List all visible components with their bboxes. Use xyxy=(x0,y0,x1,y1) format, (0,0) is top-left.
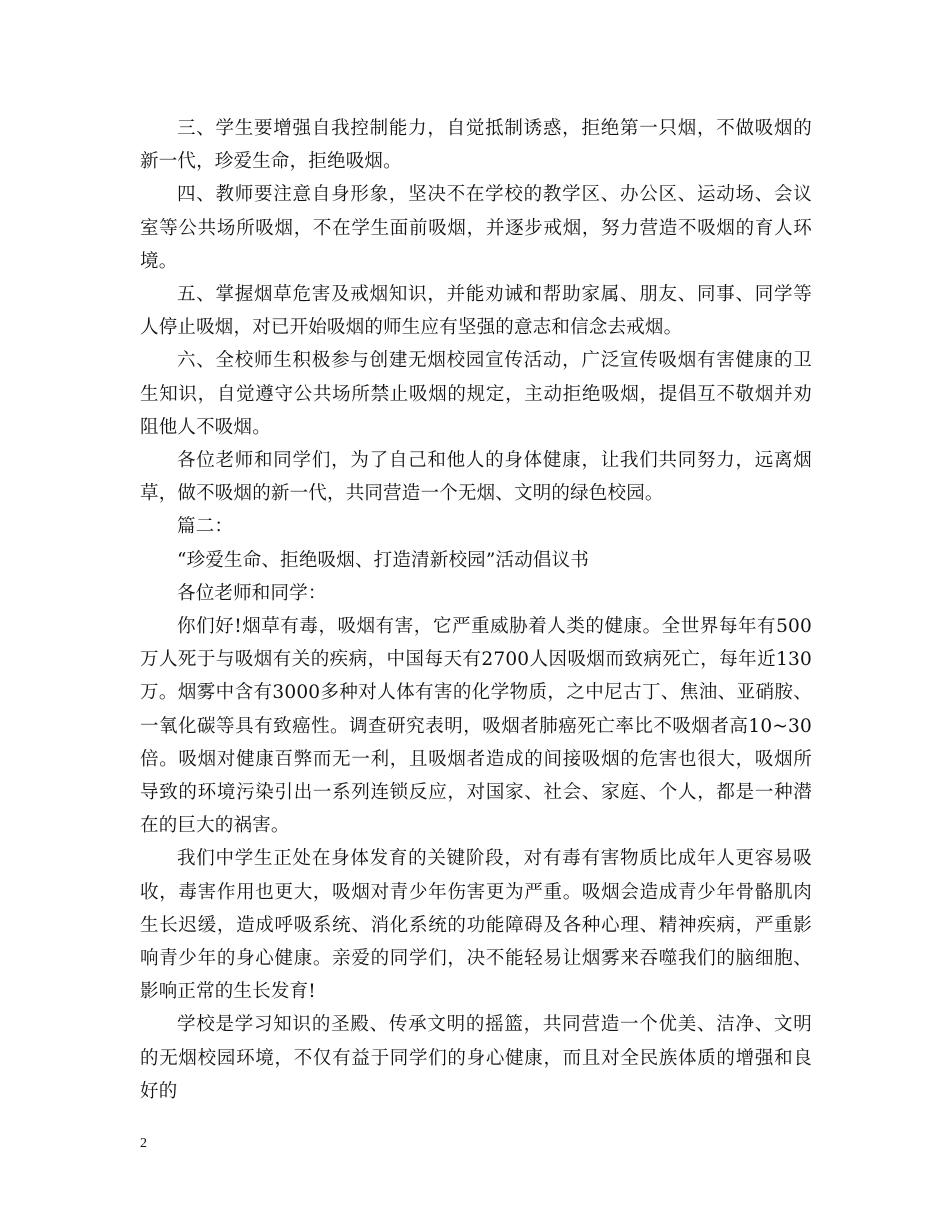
paragraph-item-4: 四、教师要注意自身形象，坚决不在学校的教学区、办公区、运动场、会议室等公共场所吸烟，不在学生面前吸烟，并逐步戒烟，努力营造不吸烟的育人环境。 xyxy=(140,184,812,272)
body-paragraph-youth: 我们中学生正处在身体发育的关键阶段，对有毒有害物质比成年人更容易吸收，毒害作用也更大，吸烟对青少年伤害更为严重。吸烟会造成青少年骨骼肌肉生长迟缓，造成呼吸系统、消化系统的功能障碍及各种心理、精神疾病，严重影响青少年的身心健康。亲爱的同学们，决不能轻易让烟雾来吞噬我们的脑细胞、影响正常的生长发育! xyxy=(140,848,812,1003)
closing-paragraph: 各位老师和同学们，为了自己和他人的身体健康，让我们共同努力，远离烟草，做不吸烟的新一代，共同营造一个无烟、文明的绿色校园。 xyxy=(140,450,812,505)
paragraph-item-5: 五、掌握烟草危害及戒烟知识，并能劝诫和帮助家属、朋友、同事、同学等人停止吸烟，对已开始吸烟的师生应有坚强的意志和信念去戒烟。 xyxy=(140,284,812,339)
salutation: 各位老师和同学： xyxy=(177,582,327,604)
body-paragraph-school: 学校是学习知识的圣殿、传承文明的摇篮，共同营造一个优美、洁净、文明的无烟校园环境，不仅有益于同学们的身心健康，而且对全民族体质的增强和良好的 xyxy=(140,1014,812,1102)
document-body xyxy=(140,112,812,1108)
paragraph-item-6: 六、全校师生积极参与创建无烟校园宣传活动，广泛宣传吸烟有害健康的卫生知识，自觉遵守公共场所禁止吸烟的规定，主动拒绝吸烟，提倡互不敬烟并劝阻他人不吸烟。 xyxy=(140,350,812,438)
paragraph-item-3: 三、学生要增强自我控制能力，自觉抵制诱惑，拒绝第一只烟，不做吸烟的新一代，珍爱生命，拒绝吸烟。 xyxy=(140,118,812,173)
page-number: 2 xyxy=(140,1136,147,1151)
body-paragraph-harm: 你们好!烟草有毒，吸烟有害，它严重威胁着人类的健康。全世界每年有500万人死于与吸烟有关的疾病，中国每天有2700人因吸烟而致病死亡，每年近130万。烟雾中含有3000多种对人体有害的化学物质，之中尼古丁、焦油、亚硝胺、一氧化碳等具有致癌性。调查研究表明，吸烟者肺癌死亡率比不吸烟者高10~30倍。吸烟对健康百弊而无一利，且吸烟者造成的间接吸烟的危害也很大，吸烟所导致的环境污染引出一系列连锁反应，对国家、社会、家庭、个人，都是一种潜在的巨大的祸害。 xyxy=(140,616,812,837)
proposal-title: “珍爱生命、拒绝吸烟、打造清新校园”活动倡议书 xyxy=(177,549,590,571)
section-heading: 篇二： xyxy=(177,516,234,538)
